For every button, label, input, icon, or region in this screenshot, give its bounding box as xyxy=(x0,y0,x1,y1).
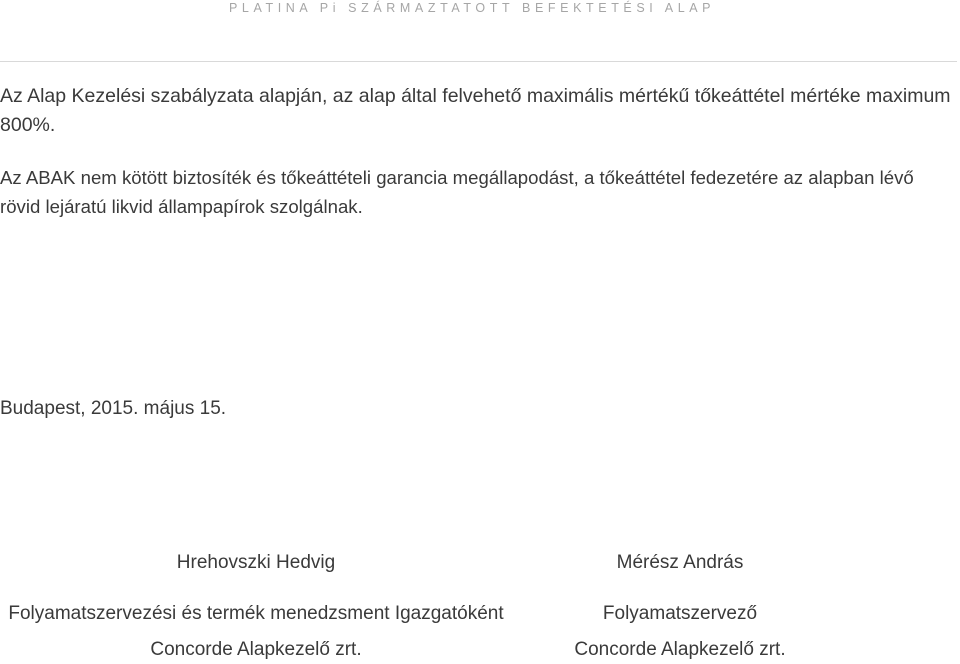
signatory-company: Concorde Alapkezelő zrt. xyxy=(150,639,362,660)
signatory-role: Folyamatszervezési és termék menedzsment Igazgatóként xyxy=(8,603,504,624)
paragraph-leverage-limit: Az Alap Kezelési szabályzata alapján, az alap által felvehető maximális mértékű tőkeáttétel mértéke maximum 800%. xyxy=(0,85,951,136)
signatory-role: Folyamatszervező xyxy=(602,603,758,624)
place-and-date: Budapest, 2015. május 15. xyxy=(0,398,227,419)
signatory-name: Hrehovszki Hedvig xyxy=(176,552,336,573)
paragraph-collateral: Az ABAK nem kötött biztosíték és tőkeáttételi garancia megállapodást, a tőkeáttétel fedezetére az alapban lévő rövid lejáratú likvid állampapírok szolgálnak. xyxy=(0,167,914,217)
signature-block-left xyxy=(0,548,512,664)
signature-block-right xyxy=(560,548,800,664)
signatory-name: Mérész András xyxy=(616,552,744,573)
signatory-company: Concorde Alapkezelő zrt. xyxy=(574,639,786,660)
document-header-title: PLATINA Pi SZÁRMAZTATOTT BEFEKTETÉSI ALAP xyxy=(229,1,716,15)
header-divider xyxy=(0,61,957,62)
